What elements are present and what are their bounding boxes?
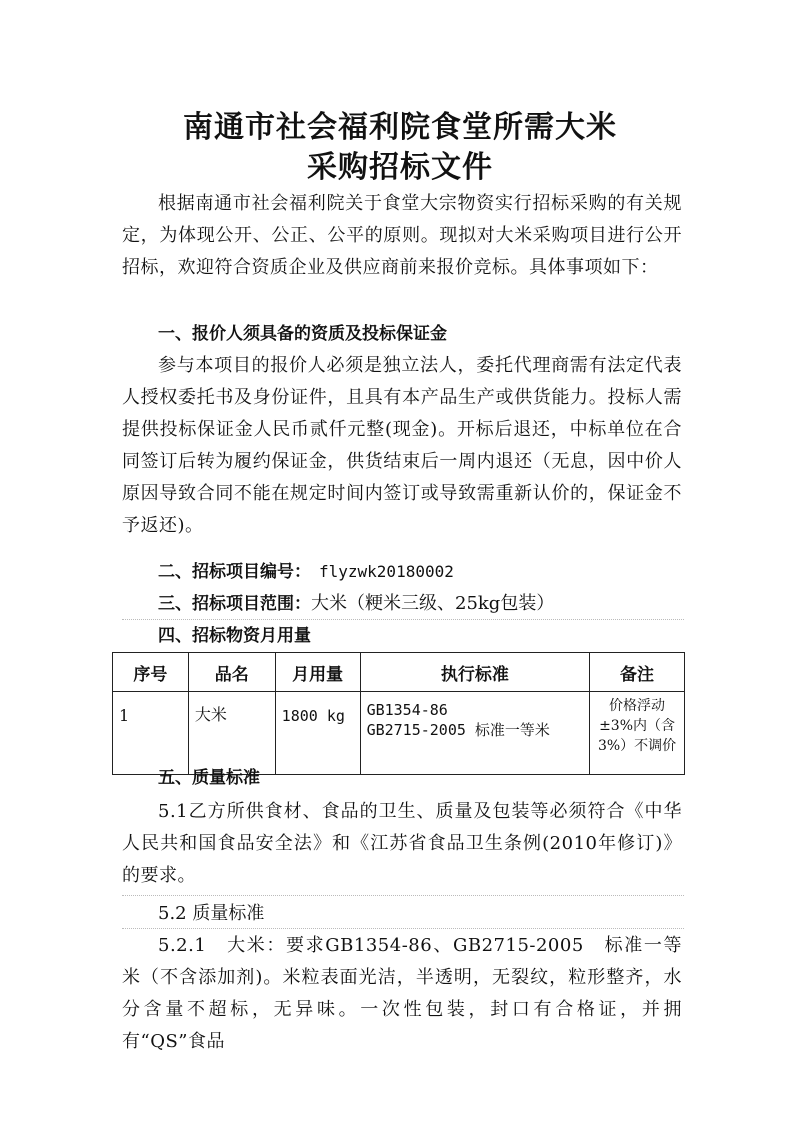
project-scope: 大米（粳米三级、25kg包装） [311, 593, 555, 614]
section5-2-heading: 5.2 质量标准 [158, 903, 265, 924]
section4-heading: 四、招标物资月用量 [158, 626, 311, 646]
document-title-line2: 采购招标文件 [307, 150, 493, 185]
section2-label: 二、招标项目编号： [158, 562, 311, 582]
standard-line2: GB2715-2005 标准一等米 [366, 721, 550, 739]
header-qty: 月用量 [275, 653, 360, 692]
section2-line [158, 556, 454, 588]
cell-name: 大米 [188, 692, 275, 775]
section5-heading: 五、质量标准 [158, 768, 260, 788]
section3-label: 三、招标项目范围： [158, 594, 311, 614]
section5-1-paragraph: 5.1乙方所供食材、食品的卫生、质量及包装等必须符合《中华人民共和国食品安全法》和《江苏省食品卫生条例(2010年修订)》的要求。 [122, 801, 682, 886]
header-note: 备注 [590, 653, 685, 692]
section1-heading: 一、报价人须具备的资质及投标保证金 [158, 324, 447, 344]
cell-no: 1 [113, 692, 189, 775]
section3-line [158, 588, 554, 620]
header-no: 序号 [113, 653, 189, 692]
cell-note: 价格浮动±3%内（含3%）不调价 [590, 692, 685, 775]
document-title-line1: 南通市社会福利院食堂所需大米 [183, 110, 617, 145]
dotted-divider [122, 895, 684, 896]
section1-paragraph: 参与本项目的报价人必须是独立法人，委托代理商需有法定代表人授权委托书及身份证件，且具有本产品生产或供货能力。投标人需提供投标保证金人民币贰仟元整(现金)。开标后退还，中标单位在合同签订后转为履约保证金，供货结束后一周内退还（无息，因中价人原因导致合同不能在规定时间内签订或导致需重新认价的，保证金不予返还)。 [122, 355, 682, 536]
cell-qty: 1800 kg [275, 692, 360, 775]
standard-line1: GB1354-86 [366, 701, 448, 719]
header-name: 品名 [188, 653, 275, 692]
project-number: flyzwk20180002 [319, 562, 454, 581]
table-header-row [113, 653, 685, 692]
dotted-divider [122, 928, 684, 929]
section5-2-1-paragraph: 5.2.1 大米：要求GB1354-86、GB2715-2005 标准一等米（不含添加剂)。米粒表面光洁，半透明，无裂纹，粒形整齐，水分含量不超标，无异味。一次性包装，封口有合格证，并拥有“QS”食品 [122, 935, 682, 1052]
cell-standard [360, 692, 590, 775]
materials-table [112, 652, 685, 775]
header-standard: 执行标准 [360, 653, 590, 692]
intro-paragraph: 根据南通市社会福利院关于食堂大宗物资实行招标采购的有关规定，为体现公开、公正、公平的原则。现拟对大米采购项目进行公开招标，欢迎符合资质企业及供应商前来报价竞标。具体事项如下： [122, 193, 682, 278]
